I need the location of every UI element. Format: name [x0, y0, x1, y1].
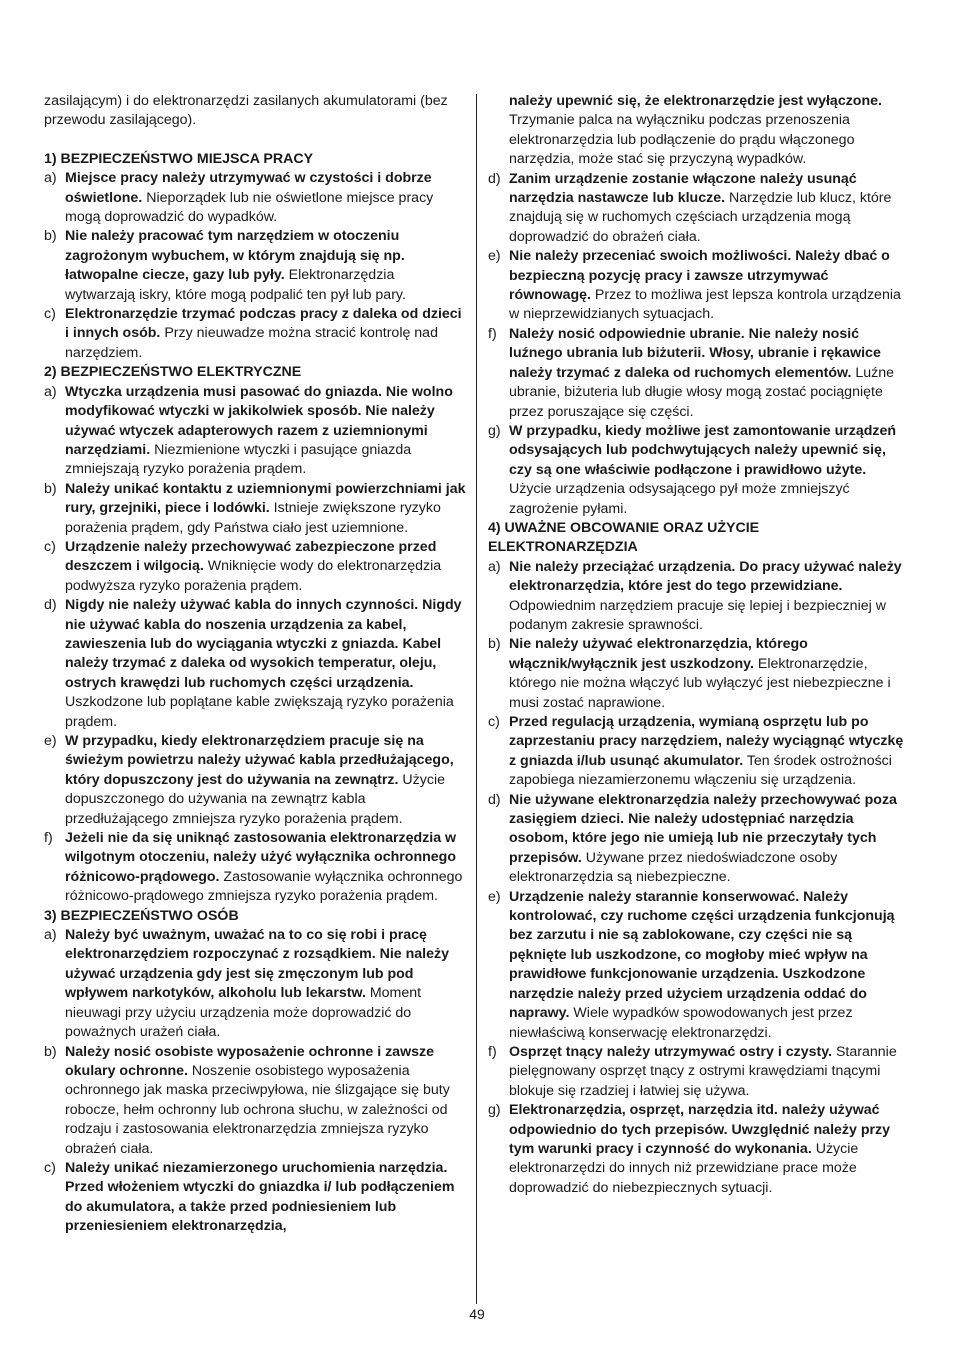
- section-heading-tool-use: 4) UWAŻNE OBCOWANIE ORAZ UŻYCIE ELEKTRONARZĘDZIA: [488, 519, 760, 556]
- item-label: b): [44, 228, 57, 245]
- list-item: [44, 596, 468, 732]
- list-item: [44, 1159, 468, 1237]
- list-item: [488, 558, 912, 636]
- section-electrical-list: [44, 383, 468, 907]
- list-item: [488, 791, 912, 888]
- item-label: f): [488, 1043, 497, 1060]
- section-heading-electrical: 2) BEZPIECZEŃSTWO ELEKTRYCZNE: [44, 364, 302, 381]
- right-column: [488, 92, 912, 1198]
- item-text: Istnieje zwiększone ryzyko porażenia prądem, gdy Państwa ciało jest uziemnione.: [65, 500, 441, 536]
- item-bold-text: Nie używane elektronarzędzia należy przechowywać poza zasięgiem dzieci. Nie należy udostępniać narzędzia osobom, które jego nie umieją lub nie przeczytały tych przepisów.: [509, 791, 897, 866]
- item-bold-text: Nie należy przeciążać urządzenia. Do pracy używać należy elektronarzędzia, które jest do tego przewidziane.: [509, 558, 902, 595]
- item-label: e): [488, 888, 501, 905]
- item-label: e): [488, 248, 501, 265]
- item-text: Ten środek ostrożności zapobiega niezamierzonemu włączeniu się urządzenia.: [509, 752, 892, 789]
- item-bold-text: Nie należy pracować tym narzędziem w otoczeniu zagrożonym wybuchem, w którym znajdują się np. łatwopalne ciecze, gazy lub pyły.: [65, 228, 405, 284]
- item-bold-text: Należy nosić osobiste wyposażenie ochronne i zawsze okulary ochronne.: [65, 1043, 434, 1079]
- item-label: a): [44, 383, 57, 400]
- item-text: Przy nieuwadze można stracić kontrolę nad narzędziem.: [65, 325, 438, 361]
- list-item: [488, 635, 912, 713]
- item-label: a): [488, 558, 501, 575]
- left-column: [44, 92, 468, 1237]
- item-bold-text: Osprzęt tnący należy utrzymywać ostry i czysty.: [509, 1043, 833, 1060]
- item-bold-text: Miejsce pracy należy utrzymywać w czystości i dobrze oświetlone.: [65, 170, 432, 206]
- item-bold-text: Elektronarzędzie trzymać podczas pracy z daleka od dzieci i innych osób.: [65, 306, 462, 342]
- list-item: [44, 926, 468, 1042]
- item-text: Używane przez niedoświadczone osoby elektronarzędzia są niebezpieczne.: [509, 849, 838, 886]
- item-label: c): [44, 306, 56, 323]
- item-text: Nieporządek lub nie oświetlone miejsce pracy mogą doprowadzić do wypadków.: [65, 189, 434, 226]
- list-item: [488, 325, 912, 422]
- list-item: [44, 305, 468, 363]
- item-label: c): [44, 538, 56, 555]
- item-bold-text: Zanim urządzenie zostanie włączone należy usunąć narzędzia nastawcze lub klucze.: [509, 170, 857, 207]
- item-bold-text: W przypadku, kiedy możliwe jest zamontowanie urządzeń odsysających lub podchwytujących należy upewnić się, czy są one właściwie podłączone i prawidłowo użyte.: [509, 422, 897, 478]
- item-bold-text: Urządzenie należy przechowywać zabezpieczone przed deszczem i wilgocią.: [65, 538, 437, 575]
- item-bold-text: Nie należy używać elektronarzędzia, którego włącznik/wyłącznik jest uszkodzony.: [509, 636, 808, 672]
- item-text: Narzędzie lub klucz, które znajdują się w ruchomych częściach urządzenia mogą doprowadzić do obrażeń ciała.: [509, 190, 892, 245]
- section-tool-use-list: [488, 558, 912, 1198]
- list-item: [44, 538, 468, 596]
- list-item: [44, 480, 468, 538]
- section-personal-list: [44, 926, 468, 1237]
- column-divider: [476, 94, 477, 1304]
- item-label: a): [44, 170, 57, 187]
- section-workplace-list: [44, 169, 468, 363]
- item-label: g): [488, 422, 501, 439]
- item-label: g): [488, 1102, 501, 1119]
- item-bold-text: Nigdy nie należy używać kabla do innych czynności. Nigdy nie używać kabla do noszenia urządzenia za kabel, zawieszenia lub do wyciągania wtyczki z gniazda. Kabel należy trzymać z daleka od wysokich temperatur, oleju, ostrych krawędzi lub ruchomych części urządzenia.: [65, 597, 462, 691]
- section-heading-personal: 3) BEZPIECZEŃSTWO OSÓB: [44, 907, 239, 924]
- list-item: [488, 1101, 912, 1198]
- list-item: [488, 713, 912, 791]
- item-text: Przez to możliwa jest lepsza kontrola urządzenia w nieprzewidzianych sytuacjach.: [509, 287, 901, 323]
- item-label: c): [44, 1159, 56, 1176]
- section-heading-workplace: 1) BEZPIECZEŃSTWO MIEJSCA PRACY: [44, 150, 314, 167]
- item-label: b): [44, 1043, 57, 1060]
- item-text: Uszkodzone lub poplątane kable zwiększają ryzyko porażenia prądem.: [65, 694, 454, 730]
- item-bold-text: należy upewnić się, że elektronarzędzie jest wyłączone.: [509, 93, 882, 109]
- item-bold-text: Nie należy przeceniać swoich możliwości. Należy dbać o bezpieczną pozycję pracy i zawsze utrzymywać równowagę.: [509, 248, 890, 304]
- item-bold-text: Przed regulacją urządzenia, wymianą osprzętu lub po zaprzestaniu pracy narzędziem, należy wyciągnąć wtyczkę z gniazda i/lub usunąć akumulator.: [509, 714, 904, 769]
- item-text: Użycie elektronarzędzi do innych niż przewidziane prace może doprowadzić do niebezpiecznych sytuacji.: [509, 1140, 859, 1196]
- item-text: Luźne ubranie, biżuteria lub długie włosy mogą zostać pociągnięte przez poruszające się części.: [509, 364, 895, 420]
- list-item-continuation: [488, 92, 912, 170]
- list-item: [44, 383, 468, 480]
- list-item: [488, 422, 912, 519]
- item-bold-text: W przypadku, kiedy elektronarzędziem pracuje się na świeżym powietrzu należy używać kabla przedłużającego, który dopuszczony jest do używania na zewnątrz.: [65, 733, 454, 788]
- item-bold-text: Należy unikać niezamierzonego uruchomienia narzędzia. Przed włożeniem wtyczki do gniazdka i/ lub podłączeniem do akumulatora, a także przed podniesieniem lub przeniesieniem elektronarzędzia,: [65, 1159, 455, 1235]
- list-item: [488, 247, 912, 325]
- list-item: [44, 732, 468, 829]
- item-bold-text: Wtyczka urządzenia musi pasować do gniazda. Nie wolno modyfikować wtyczki w jakikolwiek sposób. Nie należy używać wtyczek adapterowych razem z uziemnionymi narzędziami.: [65, 383, 453, 458]
- item-label: f): [488, 325, 497, 342]
- item-label: b): [44, 480, 57, 497]
- list-item: [44, 227, 468, 305]
- section-personal-list-continued: [488, 170, 912, 519]
- item-label: c): [488, 714, 500, 730]
- item-text: Elektronarzędzia wytwarzają iskry, które mogą podpalić ten pył lub pary.: [65, 267, 406, 303]
- item-label: e): [44, 733, 57, 749]
- item-text: Trzymanie palca na wyłączniku podczas przenoszenia elektronarzędzia lub podłączenie do prądu włączonego narzędzia, może stać się przyczyną wypadków.: [509, 112, 855, 168]
- list-item: [44, 1043, 468, 1159]
- list-item: [44, 829, 468, 907]
- page-number: 49: [469, 1306, 485, 1322]
- item-label: b): [488, 636, 501, 653]
- list-item: [488, 888, 912, 1043]
- item-text: Moment nieuwagi przy użyciu urządzenia może doprowadzić do poważnych urażeń ciała.: [65, 985, 422, 1041]
- item-text: Elektronarzędzie, którego nie można włączyć lub wyłączyć jest niebezpieczne i musi zostać naprawione.: [509, 655, 891, 711]
- item-text: Użycie urządzenia odsysającego pył może zmniejszyć zagrożenie pyłami.: [509, 481, 850, 517]
- list-item: [488, 170, 912, 248]
- item-text: Niezmienione wtyczki i pasujące gniazda zmniejszają ryzyko porażenia prądem.: [65, 441, 412, 478]
- item-text: Wiele wypadków spowodowanych jest przez niewłaściwą konserwację elektronarzędzi.: [509, 1005, 853, 1041]
- item-label: d): [488, 791, 501, 808]
- intro-paragraph: zasilającym) i do elektronarzędzi zasilanych akumulatorami (bez przewodu zasilającego).: [44, 93, 448, 129]
- item-bold-text: Jeżeli nie da się uniknąć zastosowania elektronarzędzia w wilgotnym otoczeniu, należy użyć wyłącznika ochronnego różnicowo-prądowego.: [65, 830, 457, 885]
- item-label: d): [488, 170, 501, 187]
- item-bold-text: Należy unikać kontaktu z uziemnionymi powierzchniami jak rury, grzejniki, piece i lodówki.: [65, 480, 466, 517]
- item-label: f): [44, 830, 53, 847]
- item-bold-text: Elektronarzędzia, osprzęt, narzędzia itd. należy używać odpowiednio do tych przepisów. Uwzględnić należy przy tym warunki pracy i czynność do wykonania.: [509, 1102, 890, 1157]
- list-item: [488, 1043, 912, 1101]
- item-label: a): [44, 927, 57, 944]
- item-text: Wniknięcie wody do elektronarzędzia podwyższa ryzyko porażenia prądem.: [65, 558, 442, 594]
- item-text: Zastosowanie wyłącznika ochronnego różnicowo-prądowego zmniejsza ryzyko porażenia prądem.: [65, 868, 463, 905]
- item-text: Odpowiednim narzędziem pracuje się lepiej i bezpieczniej w podanym zakresie sprawności.: [509, 597, 886, 633]
- item-label: d): [44, 597, 57, 614]
- list-item: [44, 169, 468, 227]
- item-bold-text: Urządzenie należy starannie konserwować. Należy kontrolować, czy ruchome części urządzenia funkcjonują bez zarzutu i nie są zablokowane, czy części nie są pęknięte lub uszkodzone, co mogłoby mieć wpływ na prawidłowe funkcjonowanie urządzenia. Uszkodzone narzędzie należy przed użyciem urządzenia oddać do naprawy.: [509, 888, 895, 1022]
- item-text: Użycie dopuszczonego do używania na zewnątrz kabla przedłużającego zmniejsza ryzyko porażenia prądem.: [65, 771, 445, 827]
- item-text: Noszenie osobistego wyposażenia ochronnego jak maska przeciwpyłowa, nie ślizgające się buty robocze, hełm ochronny lub ochrona słuchu, w zależności od rodzaju i zastosowania elektronarzędzia zmniejsza ryzyko obrażeń ciała.: [65, 1062, 450, 1157]
- item-text: Starannie pielęgnowany osprzęt tnący z ostrymi krawędziami tnącymi blokuje się rzadziej i łatwiej się używa.: [509, 1043, 897, 1099]
- item-bold-text: Należy nosić odpowiednie ubranie. Nie należy nosić luźnego ubrania lub biżuterii. Włosy, ubranie i rękawice należy trzymać z daleka od ruchomych elementów.: [509, 325, 881, 381]
- item-bold-text: Należy być uważnym, uważać na to co się robi i pracę elektronarzędziem rozpoczynać z rozsądkiem. Nie należy używać urządzenia gdy jest się zmęczonym lub pod wpływem narkotyków, alkoholu lub lekarstw.: [65, 927, 449, 1002]
